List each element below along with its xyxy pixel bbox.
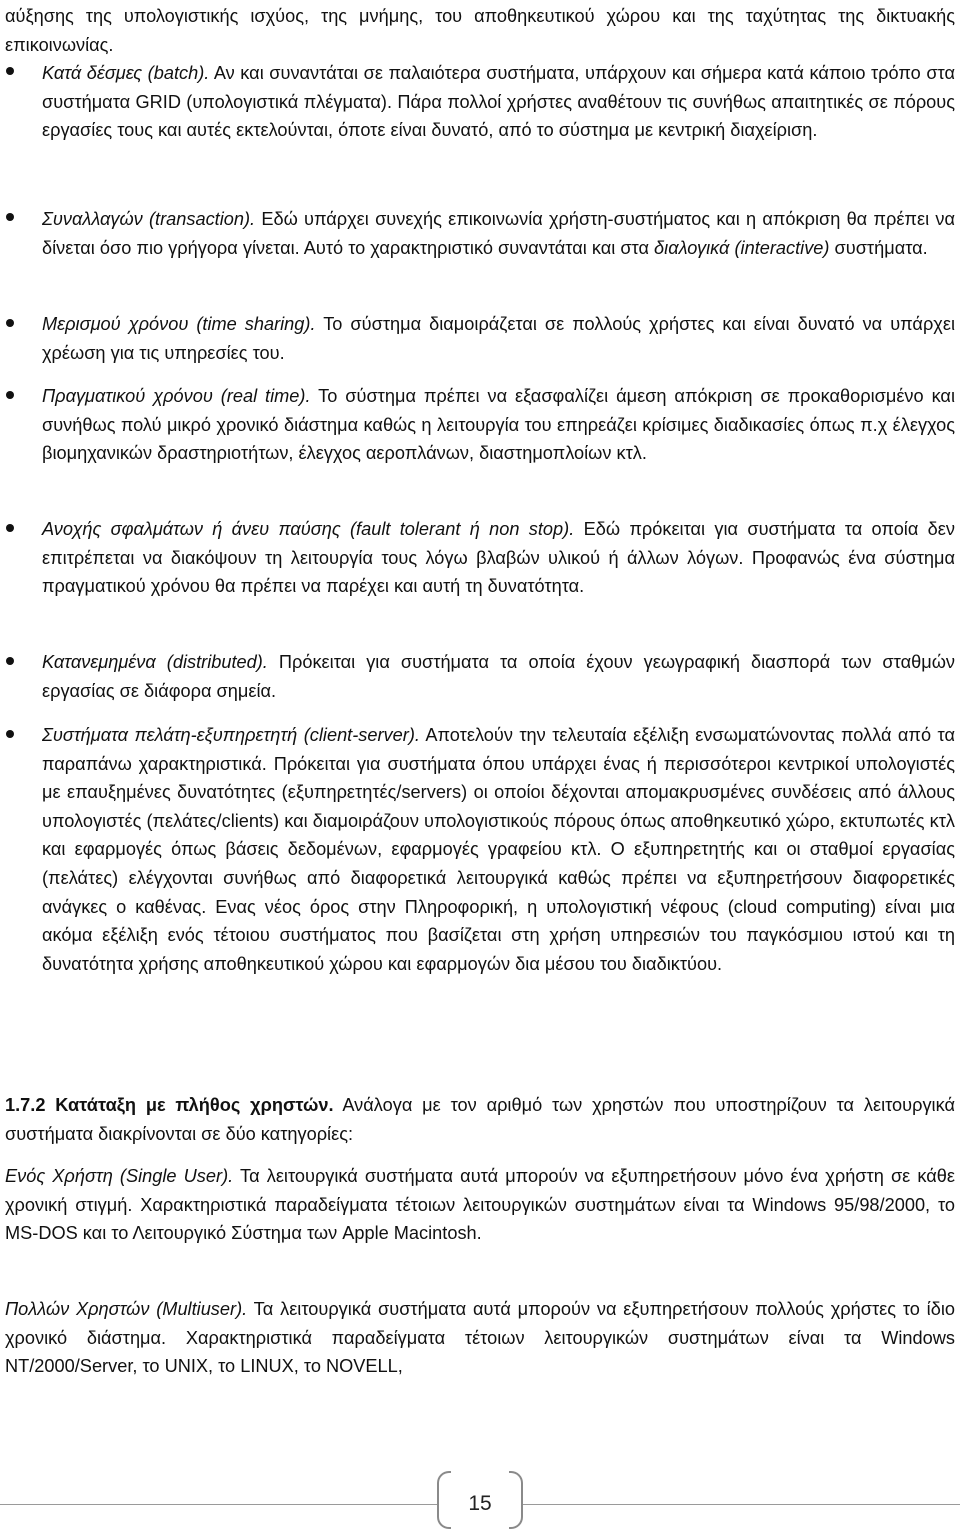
- bullet-icon: [6, 657, 14, 665]
- term-single-user: Ενός Χρήστη (Single User).: [5, 1166, 234, 1186]
- term-distributed: Κατανεμημένα (distributed).: [42, 652, 268, 672]
- term-batch: Κατά δέσμες (batch).: [42, 63, 210, 83]
- text-time-sharing: Το σύστημα διαμοιράζεται σε πολλούς χρήστες και είναι δυνατό να υπάρχει χρέωση για τις υπηρεσίες του.: [42, 314, 955, 363]
- list-item-batch: [42, 59, 955, 145]
- footer-rule-right: [523, 1504, 960, 1505]
- section-paragraph: [5, 1091, 955, 1148]
- text-distributed: Πρόκειται για συστήματα τα οποία έχουν γεωγραφική διασπορά των σταθμών εργασίας σε διάφορα σημεία.: [42, 652, 955, 701]
- multi-user-paragraph: [5, 1295, 955, 1381]
- list-item-client-server: [42, 721, 955, 978]
- page-number: 15: [468, 1492, 492, 1515]
- bullet-icon: [6, 391, 14, 399]
- list-item-fault-tolerant: [42, 515, 955, 601]
- section-text: Ανάλογα με τον αριθμό των χρηστών που υποστηρίζουν τα λειτουργικά συστήματα διακρίνονται σε δύο κατηγορίες:: [5, 1095, 955, 1144]
- left-brace-icon: [437, 1471, 451, 1529]
- intro-paragraph: αύξησης της υπολογιστικής ισχύος, της μνήμης, του αποθηκευτικού χώρου και της ταχύτητας της δικτυακής επικοινωνίας.: [5, 6, 955, 55]
- list-item-time-sharing: [42, 310, 955, 367]
- text-real-time: Το σύστημα πρέπει να εξασφαλίζει άμεση απόκριση σε προκαθορισμένο και συνήθως πολύ μικρό χρονικό διάστημα καθώς η λειτουργία του επηρεάζει κρίσιμες διαδικασίες όπως π.χ έλεγχος βιομηχανικών δραστηριοτήτων, έλεγχος αεροπλάνων, διαστημοπλοίων κτλ.: [42, 386, 955, 464]
- text-transaction-end: συστήματα.: [829, 237, 928, 258]
- term-client-server: Συστήματα πελάτη-εξυπηρετητή (client-server).: [42, 725, 420, 745]
- bullet-icon: [6, 67, 14, 75]
- term-interactive: διαλογικά (interactive): [654, 237, 830, 258]
- text-transaction: Εδώ υπάρχει συνεχής επικοινωνία χρήστη-συστήματος και η απόκριση θα πρέπει να δίνεται όσο πιο γρήγορα γίνεται. Αυτό το χαρακτηριστικό συναντάται και στα: [42, 209, 955, 258]
- text-fault-tolerant: Εδώ πρόκειται για συστήματα τα οποία δεν επιτρέπεται να διακόψουν τη λειτουργία τους λόγω βλαβών υλικού ή άλλων λόγων. Προφανώς ένα σύστημα πραγματικού χρόνου θα πρέπει να παρέχει και αυτή τη δυνατότητα.: [42, 519, 956, 597]
- single-user-paragraph: [5, 1162, 955, 1248]
- bullet-icon: [6, 730, 14, 738]
- term-multi-user: Πολλών Χρηστών (Multiuser).: [5, 1299, 248, 1319]
- list-item-distributed: [42, 648, 955, 705]
- footer-rule-left: [0, 1504, 437, 1505]
- bullet-icon: [6, 213, 14, 221]
- text-single-user: Τα λειτουργικά συστήματα αυτά μπορούν να εξυπηρετήσουν μόνο ένα χρήστη σε κάθε χρονική στιγμή. Χαρακτηριστικά παραδείγματα τέτοιων λειτουργικών συστημάτων είναι τα Windows 95/98/2000, το MS-DOS και το Λειτουργικό Σύστημα των Apple Macintosh.: [5, 1166, 956, 1244]
- text-multi-user: Τα λειτουργικά συστήματα αυτά μπορούν να εξυπηρετήσουν πολλούς χρήστες το ίδιο χρονικό διάστημα. Χαρακτηριστικά παραδείγματα τέτοιων λειτουργικών συστημάτων είναι τα Windows NT/2000/Server, το UNIX, το LINUX, το NOVELL,: [5, 1299, 955, 1377]
- list-item-transaction: [42, 205, 955, 262]
- term-time-sharing: Μερισμού χρόνου (time sharing).: [42, 314, 316, 334]
- section-heading: 1.7.2 Κατάταξη με πλήθος χρηστών.: [5, 1095, 334, 1115]
- term-fault-tolerant: Ανοχής σφαλμάτων ή άνευ παύσης (fault tolerant ή non stop).: [42, 519, 575, 539]
- term-real-time: Πραγματικού χρόνου (real time).: [42, 386, 311, 406]
- right-brace-icon: [509, 1471, 523, 1529]
- term-transaction: Συναλλαγών (transaction).: [42, 209, 256, 229]
- text-batch: Αν και συναντάται σε παλαιότερα συστήματα, υπάρχουν και σήμερα κατά κάποιο τρόπο στα συστήματα GRID (υπολογιστικά πλέγματα). Πάρα πολλοί χρήστες αναθέτουν τις συνήθως απαιτητικές σε πόρους εργασίες τους και αυτές εκτελούνται, όποτε είναι δυνατό, από το σύστημα με κεντρική διαχείριση.: [42, 63, 955, 141]
- bullet-icon: [6, 524, 14, 532]
- bullet-icon: [6, 319, 14, 327]
- text-client-server: Αποτελούν την τελευταία εξέλιξη ενσωματώνοντας πολλά από τα παραπάνω χαρακτηριστικά. Πρόκειται για συστήματα όπου υπάρχει ένας ή περισσότεροι κεντρικοί υπολογιστές με επαυξημένες δυνατότητες (εξυπηρετητές/servers) οι οποίοι δέχονται απομακρυσμένες συνδέσεις από άλλους υπολογιστές (πελάτες/clients) και διαμοιράζουν υπολογιστικούς πόρους όπως αποθηκευτικό χώρο, εκτυπωτές κτλ και εφαρμογές όπως βάσεις δεδομένων, εφαρμογές γραφείου κτλ. Ο εξυπηρετητής και οι σταθμοί εργασίας (πελάτες) ελέγχονται συνήθως από διαφορετικά λειτουργικά καθώς πρέπει να εξυπηρετήσουν διαφορετικές ανάγκες ο καθένας. Ενας νέος όρος στην Πληροφορική, η υπολογιστική νέφους (cloud computing) είναι μια ακόμα εξέλιξη ενός τέτοιου συστήματος που βασίζεται στη χρήση υπηρεσιών του παγκόσμιου ιστού και τη δυνατότητα χρήσης αποθηκευτικού χώρου και εφαρμογών δια μέσου του διαδικτύου.: [42, 725, 955, 974]
- list-item-real-time: [42, 382, 955, 468]
